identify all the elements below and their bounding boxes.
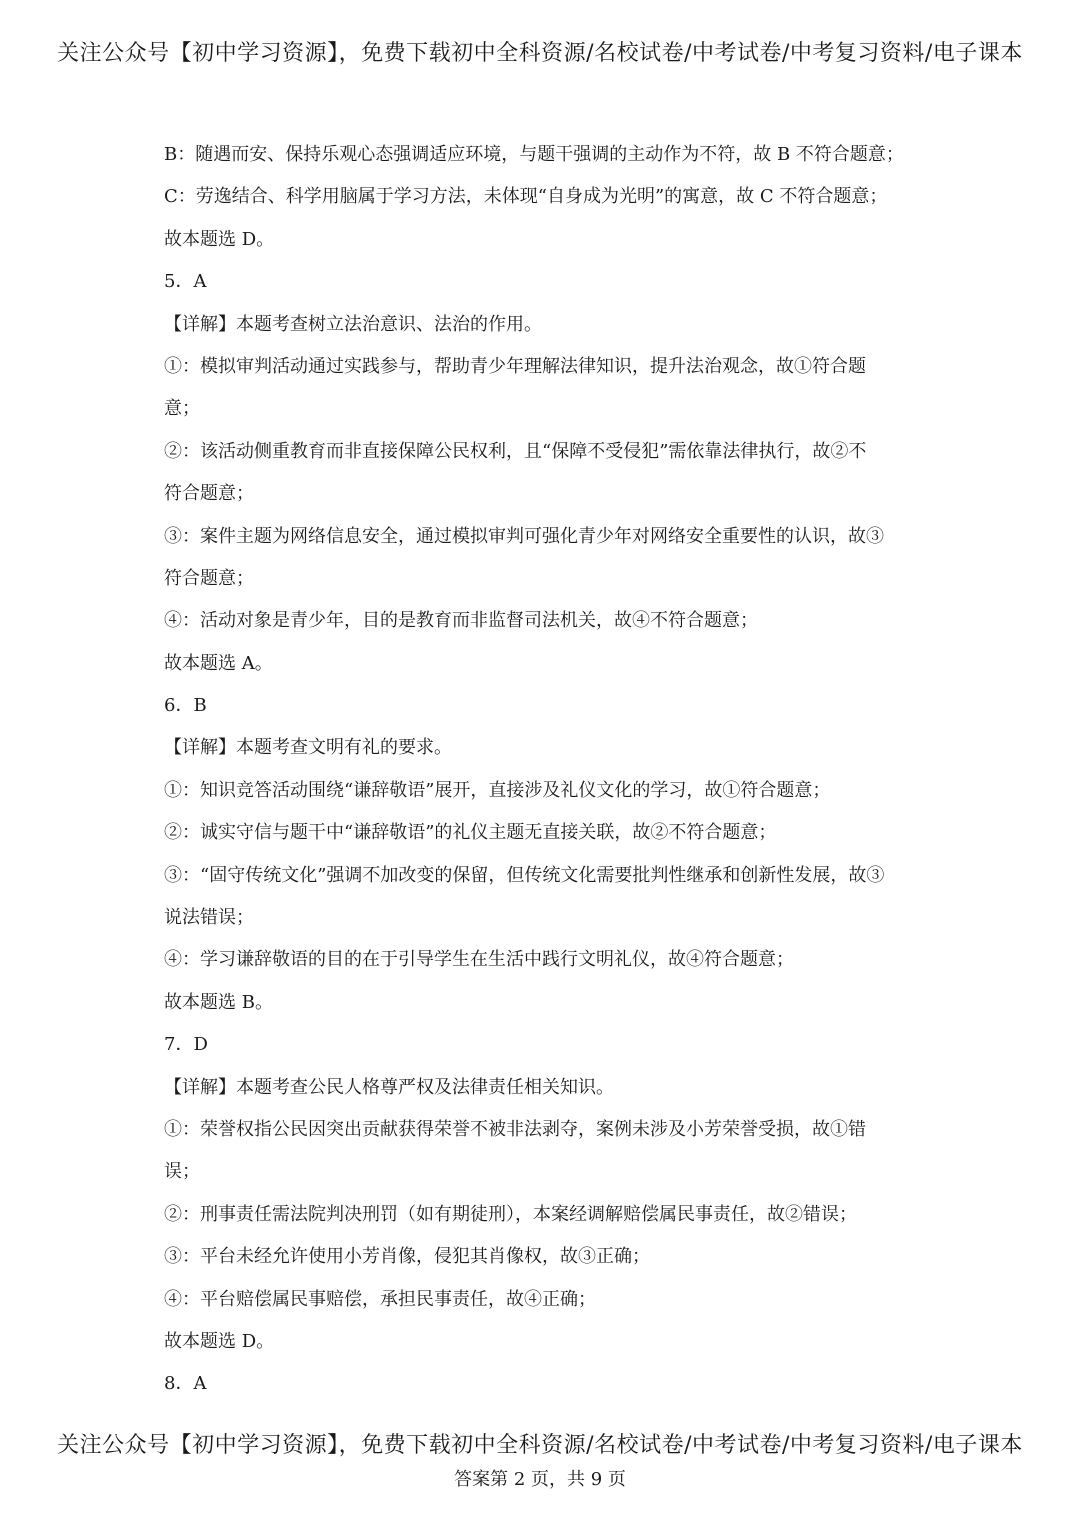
text-line: ①：知识竞答活动围绕“谦辞敬语”展开，直接涉及礼仪文化的学习，故①符合题意； bbox=[164, 779, 831, 801]
text-line: 符合题意； bbox=[164, 567, 254, 589]
text-line: ②：诚实守信与题干中“谦辞敬语”的礼仪主题无直接关联，故②不符合题意； bbox=[164, 822, 777, 844]
text-line: ①：模拟审判活动通过实践参与，帮助青少年理解法律知识，提升法治观念，故①符合题 bbox=[164, 355, 866, 377]
text-line: ④：活动对象是青少年，目的是教育而非监督司法机关，故④不符合题意； bbox=[164, 610, 758, 632]
text-line: 意； bbox=[164, 398, 200, 420]
text-line: ③：案件主题为网络信息安全，通过模拟审判可强化青少年对网络安全重要性的认识，故③ bbox=[164, 525, 884, 547]
text-line: 故本题选 D。 bbox=[164, 1330, 275, 1352]
text-line: 故本题选 D。 bbox=[164, 228, 275, 250]
text-line: 【详解】本题考查树立法治意识、法治的作用。 bbox=[164, 313, 542, 335]
text-line: ①：荣誉权指公民因突出贡献获得荣誉不被非法剥夺，案例未涉及小芳荣誉受损，故①错 bbox=[164, 1118, 866, 1140]
text-line: ③：“固守传统文化”强调不加改变的保留，但传统文化需要批判性继承和创新性发展，故③ bbox=[164, 864, 885, 886]
page-number: 答案第 2 页，共 9 页 bbox=[454, 1469, 626, 1490]
text-line: 故本题选 B。 bbox=[164, 991, 273, 1013]
text-line: ③：平台未经允许使用小芳肖像，侵犯其肖像权，故③正确； bbox=[164, 1246, 650, 1268]
text-line: ④：平台赔偿属民事赔偿，承担民事责任，故④正确； bbox=[164, 1288, 596, 1310]
text-line: ②：该活动侧重教育而非直接保障公民权利，且“保障不受侵犯”需依靠法律执行，故②不 bbox=[164, 440, 867, 462]
text-line: 误； bbox=[164, 1161, 200, 1183]
text-line: 5．A bbox=[164, 271, 207, 293]
text-line: 说法错误； bbox=[164, 907, 254, 929]
text-line: 7．D bbox=[164, 1034, 208, 1056]
text-line: 符合题意； bbox=[164, 483, 254, 505]
text-line: 8．A bbox=[164, 1373, 207, 1395]
text-line: ②：刑事责任需法院判决刑罚（如有期徒刑），本案经调解赔偿属民事责任，故②错误； bbox=[164, 1203, 857, 1225]
text-line: 6．B bbox=[164, 695, 207, 717]
text-line: 故本题选 A。 bbox=[164, 652, 273, 674]
answer-content bbox=[164, 134, 924, 1406]
header-banner: 关注公众号【初中学习资源】，免费下载初中全科资源/名校试卷/中考试卷/中考复习资料/电子课本 bbox=[57, 41, 1023, 66]
text-line: ④：学习谦辞敬语的目的在于引导学生在生活中践行文明礼仪，故④符合题意； bbox=[164, 949, 794, 971]
footer-banner: 关注公众号【初中学习资源】，免费下载初中全科资源/名校试卷/中考试卷/中考复习资料/电子课本 bbox=[57, 1433, 1023, 1458]
text-line: 【详解】本题考查公民人格尊严权及法律责任相关知识。 bbox=[164, 1076, 614, 1098]
text-line: 【详解】本题考查文明有礼的要求。 bbox=[164, 737, 452, 759]
text-line: C：劳逸结合、科学用脑属于学习方法，未体现“自身成为光明”的寓意，故 C 不符合题意； bbox=[164, 186, 888, 208]
text-line: B：随遇而安、保持乐观心态强调适应环境，与题干强调的主动作为不符，故 B 不符合题意； bbox=[164, 144, 904, 165]
